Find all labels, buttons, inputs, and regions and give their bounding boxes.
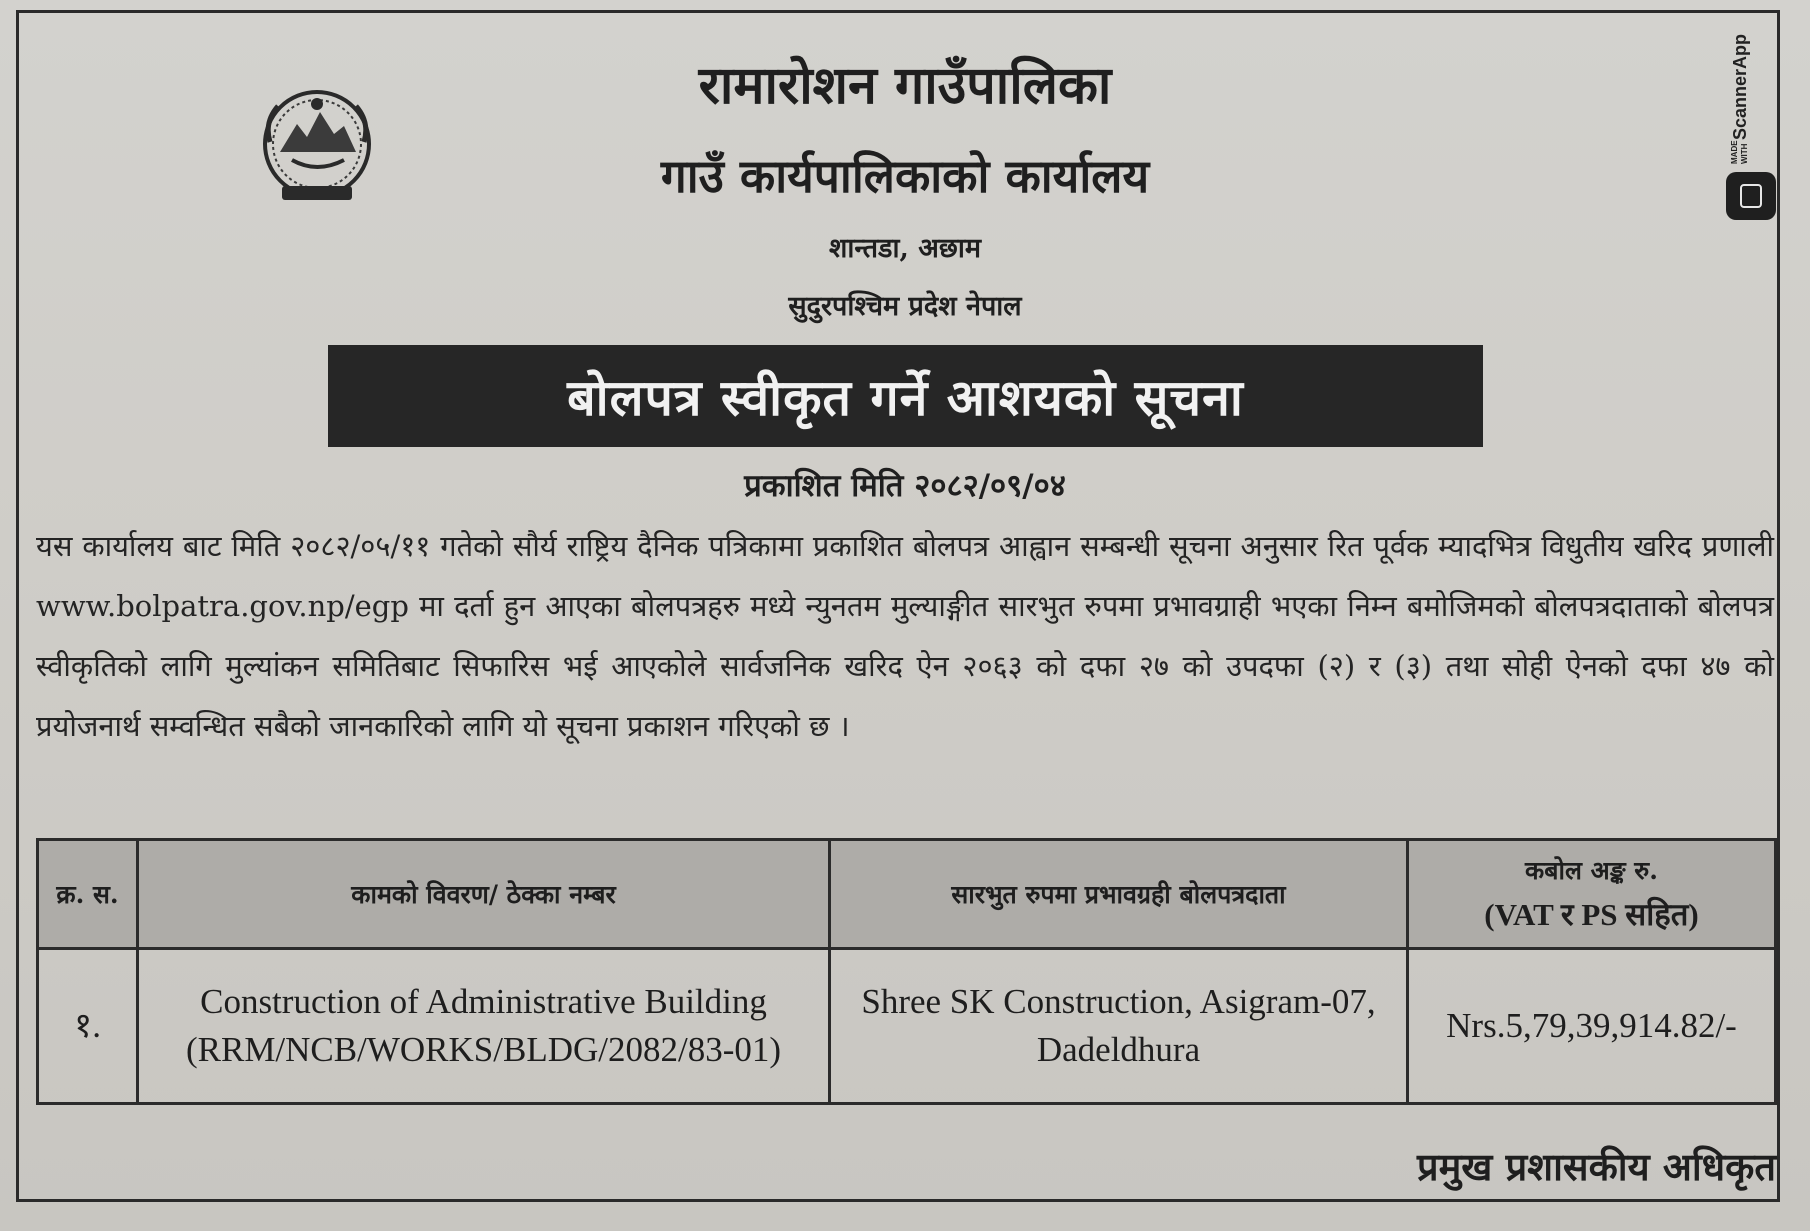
bidder-location: Dadeldhura <box>1036 1030 1201 1069</box>
watermark-small-text: MADE WITH <box>1730 140 1749 164</box>
notice-body: यस कार्यालय बाट मिति २०८२/०५/११ गतेको सौर्य राष्ट्रिय दैनिक पत्रिकामा प्रकाशित बोलपत्र आह्वान सम्बन्धी सूचना अनुसार रित पूर्वक म्यादभित्र विधुतीय खरिद प्रणाली www.bolpatra.gov.np/egp मा दर्ता हुन आएका बोलपत्रहरु मध्ये न्युनतम मुल्याङ्गीत सारभुत रुपमा प्रभावग्राही भएका निम्न बमोजिमको बोलपत्रदाताको बोलपत्र स्वीकृतिको लागि मुल्यांकन समितिबाट सिफारिस भई आएकोले सार्वजनिक खरिद ऐन २०६३ को दफा २७ को उपदफा (२) र (३) तथा सोही ऐनको दफा ४७ को प्रयोजनार्थ सम्वन्धित सबैको जानकारिको लागि यो सूचना प्रकाशन गरिएको छ । <box>36 529 1774 743</box>
contract-number: (RRM/NCB/WORKS/BLDG/2082/83-01) <box>185 1030 782 1069</box>
published-date: प्रकाशित मिति २०८२/०९/०४ <box>744 468 1066 504</box>
cell-bid-amount: Nrs.5,79,39,914.82/- <box>1408 949 1776 1104</box>
header-bidder: सारभुत रुपमा प्रभावग्रही बोलपत्रदाता <box>830 840 1408 949</box>
watermark-line-2: App <box>1730 34 1750 70</box>
bidder-name: Shree SK Construction, Asigram-07, <box>861 982 1376 1021</box>
address-line-1: शान्तडा, अछाम <box>829 233 981 264</box>
cell-bidder <box>830 949 1408 1104</box>
notice-title: बोलपत्र स्वीकृत गर्ने आशयको सूचना <box>567 368 1244 427</box>
bid-award-table <box>36 838 1777 1105</box>
header-serial-number: क्र. स. <box>38 840 138 949</box>
municipality-name: रामारोशन गाउँपालिका <box>698 55 1112 116</box>
cell-work-description <box>138 949 830 1104</box>
scanner-app-icon <box>1726 172 1776 220</box>
watermark-line-1: Scanner <box>1730 69 1750 141</box>
address-line-2: सुदुरपश्चिम प्रदेश नेपाल <box>788 291 1022 322</box>
office-name: गाउँ कार्यपालिकाको कार्यालय <box>660 149 1150 203</box>
scanner-app-text <box>1730 34 1774 164</box>
signatory-title: प्रमुख प्रशासकीय अधिकृत <box>1416 1144 1776 1189</box>
header-work-description: कामको विवरण/ ठेक्का नम्बर <box>138 840 830 949</box>
work-title: Construction of Administrative Building <box>200 982 767 1021</box>
table-header-row <box>38 840 1776 949</box>
header-vat-note: (VAT र PS सहित) <box>1484 897 1699 932</box>
notice-title-banner <box>328 345 1483 447</box>
header-bid-amount-label: कबोल अङ्क रु. <box>1525 856 1658 885</box>
table-row <box>38 949 1776 1104</box>
cell-serial-number: १. <box>38 949 138 1104</box>
header-bid-amount <box>1408 840 1776 949</box>
scanner-app-watermark <box>1722 34 1782 222</box>
